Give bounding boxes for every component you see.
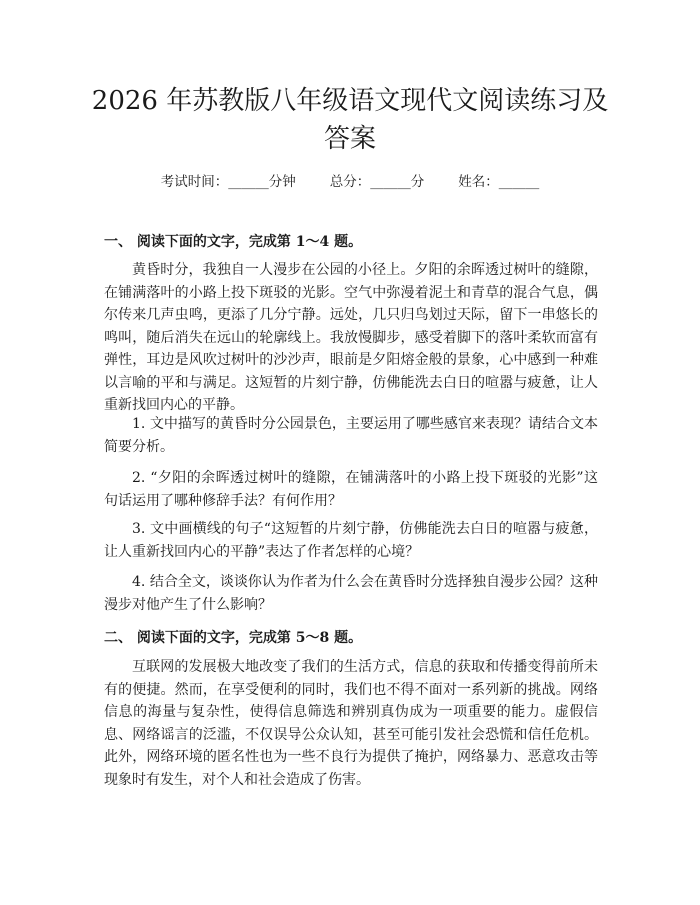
student-name-label: 姓名：______ xyxy=(458,174,540,190)
document-title: 2026 年苏教版八年级语文现代文阅读练习及答案 xyxy=(91,86,609,154)
section-1-heading: 一、 阅读下面的文字，完成第 1～4 题。 xyxy=(104,234,363,250)
question-2: 2. “夕阳的余晖透过树叶的缝隙，在铺满落叶的小路上投下斑驳的光影”这句话运用了哪种修辞手法？有何作用？ xyxy=(104,470,598,509)
section-1-passage: 黄昏时分，我独自一人漫步在公园的小径上。夕阳的余晖透过树叶的缝隙，在铺满落叶的小路上投下斑驳的光影。空气中弥漫着泥土和青草的混合气息，偶尔传来几声虫鸣，更添了几分宁静。远处，几只归鸟划过天际，留下一串悠长的鸣叫，随后消失在远山的轮廓线上。我放慢脚步，感受着脚下的落叶柔软而富有弹性，耳边是风吹过树叶的沙沙声，眼前是夕阳熔金般的景象，心中感到一种难以言喻的平和与满足。这短暂的片刻宁静，仿佛能洗去白日的喧嚣与疲惫，让人重新找回内心的平静。 xyxy=(104,262,598,413)
exam-time-label: 考试时间：______分钟 xyxy=(160,174,296,190)
total-score-label: 总分：______分 xyxy=(329,174,425,190)
section-2-heading: 二、 阅读下面的文字，完成第 5～8 题。 xyxy=(104,630,363,646)
question-4: 4. 结合全文，谈谈你认为作者为什么会在黄昏时分选择独自漫步公园？这种漫步对他产生了什么影响？ xyxy=(104,574,598,613)
question-3: 3. 文中画横线的句子“这短暂的片刻宁静，仿佛能洗去白日的喧嚣与疲惫，让人重新找回内心的平静”表达了作者怎样的心境？ xyxy=(104,521,598,560)
exam-info xyxy=(0,170,700,190)
question-1: 1. 文中描写的黄昏时分公园景色，主要运用了哪些感官来表现？请结合文本简要分析。 xyxy=(104,416,598,455)
section-2-passage: 互联网的发展极大地改变了我们的生活方式，信息的获取和传播变得前所未有的便捷。然而，在享受便利的同时，我们也不得不面对一系列新的挑战。网络信息的海量与复杂性，使得信息筛选和辨别真伪成为一项重要的能力。虚假信息、网络谣言的泛滥，不仅误导公众认知，甚至可能引发社会恐慌和信任危机。此外，网络环境的匿名性也为一些不良行为提供了掩护，网络暴力、恶意攻击等现象时有发生，对个人和社会造成了伤害。 xyxy=(104,659,598,788)
